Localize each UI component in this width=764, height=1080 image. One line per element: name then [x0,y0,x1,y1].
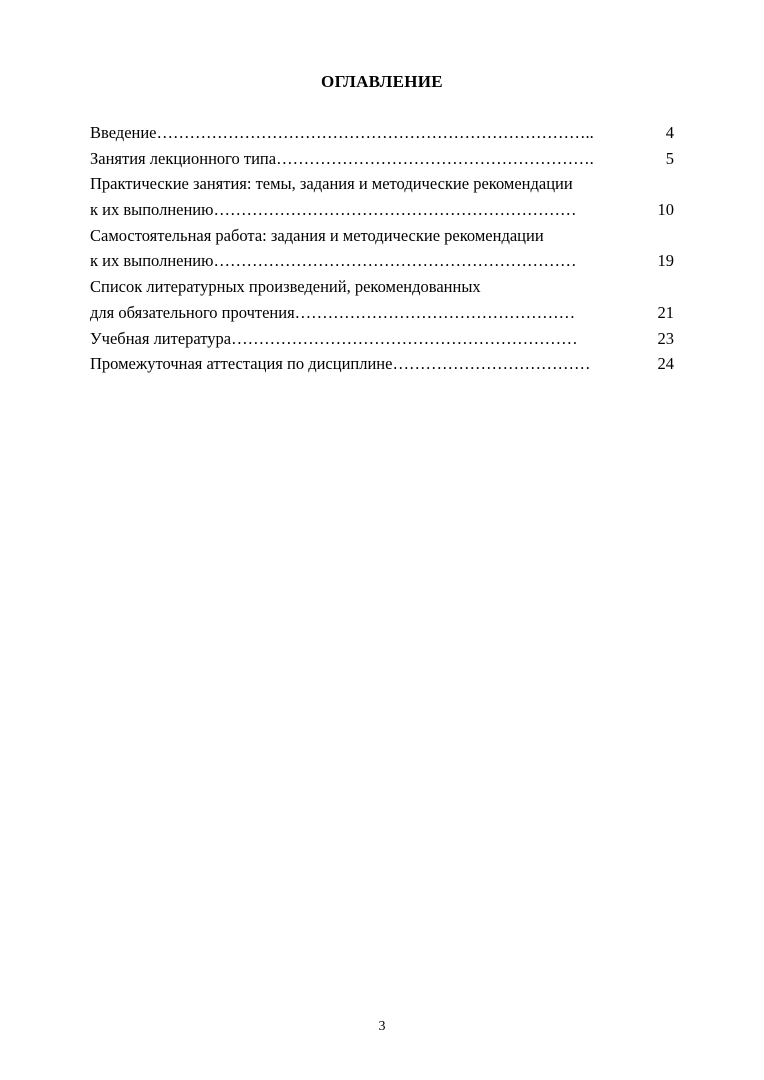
toc-entry-page: 19 [657,251,674,271]
toc-entry-page: 24 [657,354,674,374]
toc-entry-text: Введение…………………………………………………………………….. [90,123,594,142]
toc-entry-text: Практические занятия: темы, задания и методические рекомендации [90,174,573,194]
toc-entry-text: Промежуточная аттестация по дисциплине……………………………… [90,354,591,374]
toc-entry-reading-list-line-2[interactable] [90,300,674,326]
toc-entry-textbooks[interactable] [90,326,674,352]
toc-entry-page: 23 [657,328,674,348]
toc-entry-text: Список литературных произведений, рекомендованных [90,277,481,297]
toc-entry-text: Самостоятельная работа: задания и методические рекомендации [90,225,544,245]
page-title: ОГЛАВЛЕНИЕ [321,72,443,91]
toc-entry-page: 4 [665,123,674,142]
toc-entry-page: 10 [657,200,674,220]
toc-entry-page: 5 [665,148,674,168]
toc-entry-introduction[interactable] [90,120,674,146]
toc-entry-page: 21 [657,302,674,322]
toc-entry-practical-line-2[interactable] [90,197,674,223]
toc-entry-text: Учебная литература……………………………………………………… [90,328,578,348]
toc-entry-practical-line-1[interactable] [90,171,674,197]
toc-entry-text: к их выполнению………………………………………………………… [90,251,577,271]
toc-entry-text: для обязательного прочтения…………………………………………… [90,302,576,322]
toc-entry-independent-line-1[interactable] [90,223,674,249]
toc-entry-independent-line-2[interactable] [90,248,674,274]
toc-entry-reading-list-line-1[interactable] [90,274,674,300]
table-of-contents [90,120,674,377]
toc-entry-text: Занятия лекционного типа…………………………………………………. [90,148,594,168]
page-number: 3 [378,1019,386,1034]
toc-entry-assessment[interactable] [90,351,674,377]
toc-entry-lectures[interactable] [90,146,674,172]
toc-entry-text: к их выполнению………………………………………………………… [90,200,577,220]
